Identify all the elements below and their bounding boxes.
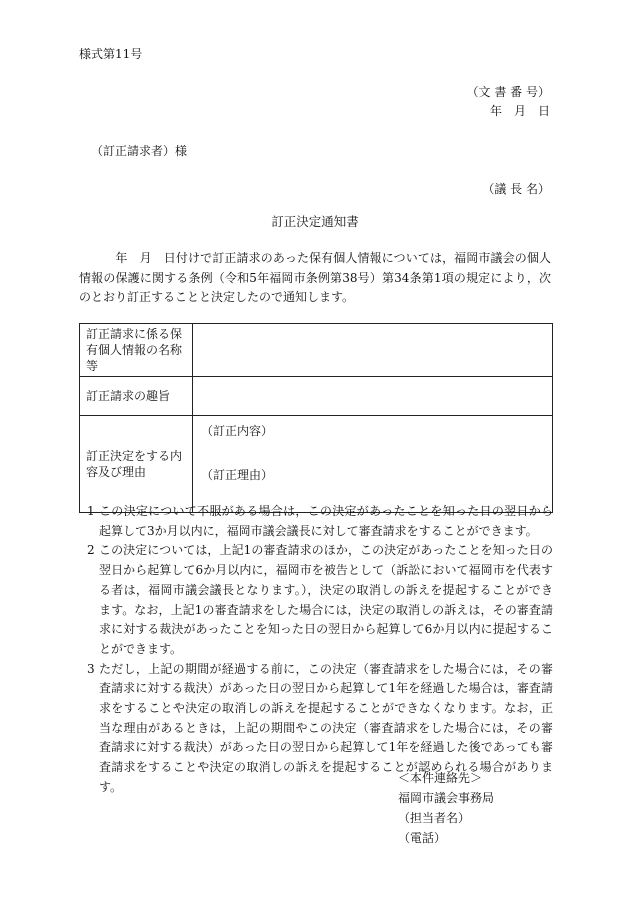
table-row xyxy=(80,377,553,416)
intro-text: 年 月 日付けで訂正請求のあった保有個人情報については，福岡市議会の個人情報の保護に関する条例（令和5年福岡市条例第38号）第34条第1項の規定により，次のとおり訂正することと決定したので通知します。 xyxy=(79,251,551,304)
note-text: この決定について不服がある場合は，この決定があったことを知った日の翌日から起算して3か月以内に，福岡市議会議長に対して審査請求をすることができます。 xyxy=(99,504,553,538)
note-text: ただし，上記の期間が経過する前に，この決定（審査請求をした場合には，その審査請求に対する裁決）があった日の翌日から起算して1年を経過した場合は，審査請求をすることや決定の取消しの訴えを提起することができなくなります。なお，正当な理由があるときは，上記の期間やこの決定（審査請求をした場合には，その審査請求に対する裁決）があった日の翌日から起算して1年を経過した後であっても審査請求をすることや決定の取消しの訴えを提起することが認められる場合があります。 xyxy=(99,661,553,794)
list-item xyxy=(79,502,553,541)
document-number: （文 書 番 号） xyxy=(466,85,550,99)
row-label-purpose: 訂正請求の趣旨 xyxy=(80,377,193,416)
cell-info-name xyxy=(193,324,553,377)
document-title: 訂正決定通知書 xyxy=(271,214,359,229)
note-number: 1 xyxy=(87,504,95,518)
addressee: （訂正請求者）様 xyxy=(91,144,188,158)
contact-phone: （電話） xyxy=(398,831,447,845)
row-label-decision: 訂正決定をする内容及び理由 xyxy=(80,416,193,513)
decision-table xyxy=(79,323,553,513)
correction-content-label: （訂正内容） xyxy=(201,424,274,438)
form-number: 様式第11号 xyxy=(79,47,143,61)
table-row xyxy=(80,324,553,377)
date-line: 年 月 日 xyxy=(489,104,550,118)
table-row xyxy=(80,416,553,513)
chairman-name: （議 長 名） xyxy=(482,182,550,196)
contact-block xyxy=(398,768,494,848)
list-item xyxy=(79,541,553,659)
intro-paragraph xyxy=(79,249,551,308)
cell-decision xyxy=(193,416,553,513)
contact-office: 福岡市議会事務局 xyxy=(398,791,495,805)
row-label-info-name: 訂正請求に係る保有個人情報の名称等 xyxy=(80,324,193,377)
contact-person: （担当者名） xyxy=(398,811,471,825)
correction-reason-label: （訂正理由） xyxy=(201,468,274,482)
cell-purpose xyxy=(193,377,553,416)
contact-heading: ＜本件連絡先＞ xyxy=(398,771,483,785)
note-text: この決定については，上記1の審査請求のほか，この決定があったことを知った日の翌日から起算して6か月以内に，福岡市を被告として（訴訟において福岡市を代表する者は，福岡市議会議長となります。），決定の取消しの訴えを提起することができます。なお，上記1の審査請求をした場合には，決定の取消しの訴えは，その審査請求に対する裁決があったことを知った日の翌日から起算して6か月以内に提起することができます。 xyxy=(99,543,553,656)
note-number: 2 xyxy=(87,543,95,558)
notes-list xyxy=(79,502,553,798)
note-number: 3 xyxy=(87,661,95,676)
